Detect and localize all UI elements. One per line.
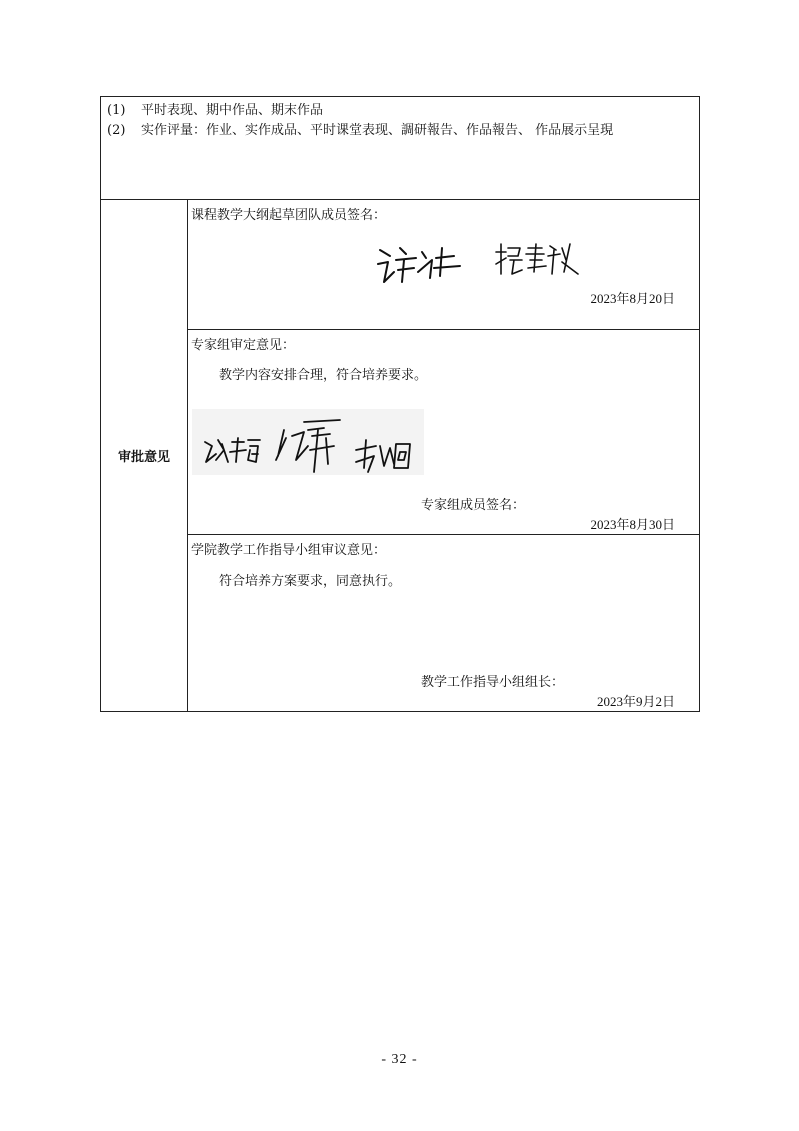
assessment-cell xyxy=(101,97,700,200)
drafting-signature-1 xyxy=(374,238,464,288)
college-sign-label: 教学工作指导小组组长： xyxy=(421,675,565,690)
assessment-item xyxy=(107,101,693,121)
expert-opinion: 教学内容安排合理，符合培养要求。 xyxy=(219,368,428,383)
approval-form-table xyxy=(100,96,700,712)
approval-label: 审批意见 xyxy=(101,200,188,712)
expert-signature-3 xyxy=(352,438,416,474)
expert-title: 专家组审定意见： xyxy=(191,338,296,353)
drafting-date: 2023年8月20日 xyxy=(590,291,676,306)
expert-signature-2 xyxy=(274,416,344,474)
college-section xyxy=(188,535,700,712)
drafting-section xyxy=(188,200,700,330)
drafting-title: 课程教学大纲起草团队成员签名： xyxy=(191,208,387,223)
expert-section xyxy=(188,330,700,535)
approval-row xyxy=(101,200,700,330)
approval-row xyxy=(101,535,700,712)
college-opinion: 符合培养方案要求，同意执行。 xyxy=(219,574,402,589)
page-number: - 32 - xyxy=(381,1052,418,1067)
item-number: (2) xyxy=(107,123,126,138)
item-number: (1) xyxy=(107,103,126,118)
assessment-row xyxy=(101,97,700,200)
expert-signature-1 xyxy=(202,434,264,466)
expert-sign-label: 专家组成员签名： xyxy=(421,498,526,513)
college-date: 2023年9月2日 xyxy=(597,694,676,709)
assessment-item xyxy=(107,121,693,141)
item-text: 实作评量：作业、实作成品、平时课堂表现、調研報告、作品報告、 作品展示呈現 xyxy=(141,123,614,138)
expert-date: 2023年8月30日 xyxy=(590,517,676,532)
college-title: 学院教学工作指导小组审议意见： xyxy=(191,543,387,558)
item-text: 平时表现、期中作品、期末作品 xyxy=(141,103,324,118)
approval-row xyxy=(101,330,700,535)
drafting-signature-2 xyxy=(492,240,582,280)
